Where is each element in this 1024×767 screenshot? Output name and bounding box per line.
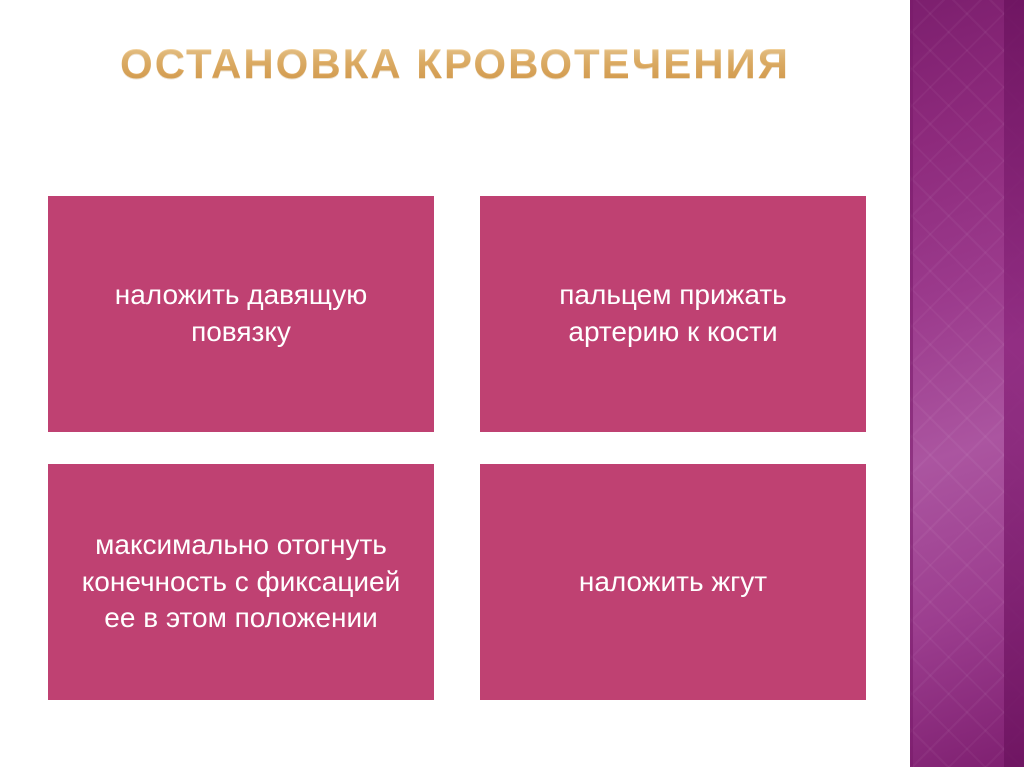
decorative-right-band [910, 0, 1024, 767]
method-box-label: наложить давящую повязку [114, 279, 368, 347]
method-box-label: наложить жгут [578, 565, 768, 597]
method-box-grid [48, 196, 866, 700]
method-box-label: пальцем прижать артерию к кости [559, 279, 787, 347]
method-box-label: максимально отогнуть конечность с фиксацией ее в этом положении [81, 528, 401, 634]
band-right-stripe [1004, 0, 1024, 767]
band-left-edge [910, 0, 913, 767]
method-box-maximal-limb-flexion [48, 464, 434, 700]
method-box-press-artery-to-bone [480, 196, 866, 432]
method-box-apply-tourniquet [480, 464, 866, 700]
slide-title: ОСТАНОВКА КРОВОТЕЧЕНИЯ [0, 40, 910, 88]
method-box-apply-pressure-bandage [48, 196, 434, 432]
